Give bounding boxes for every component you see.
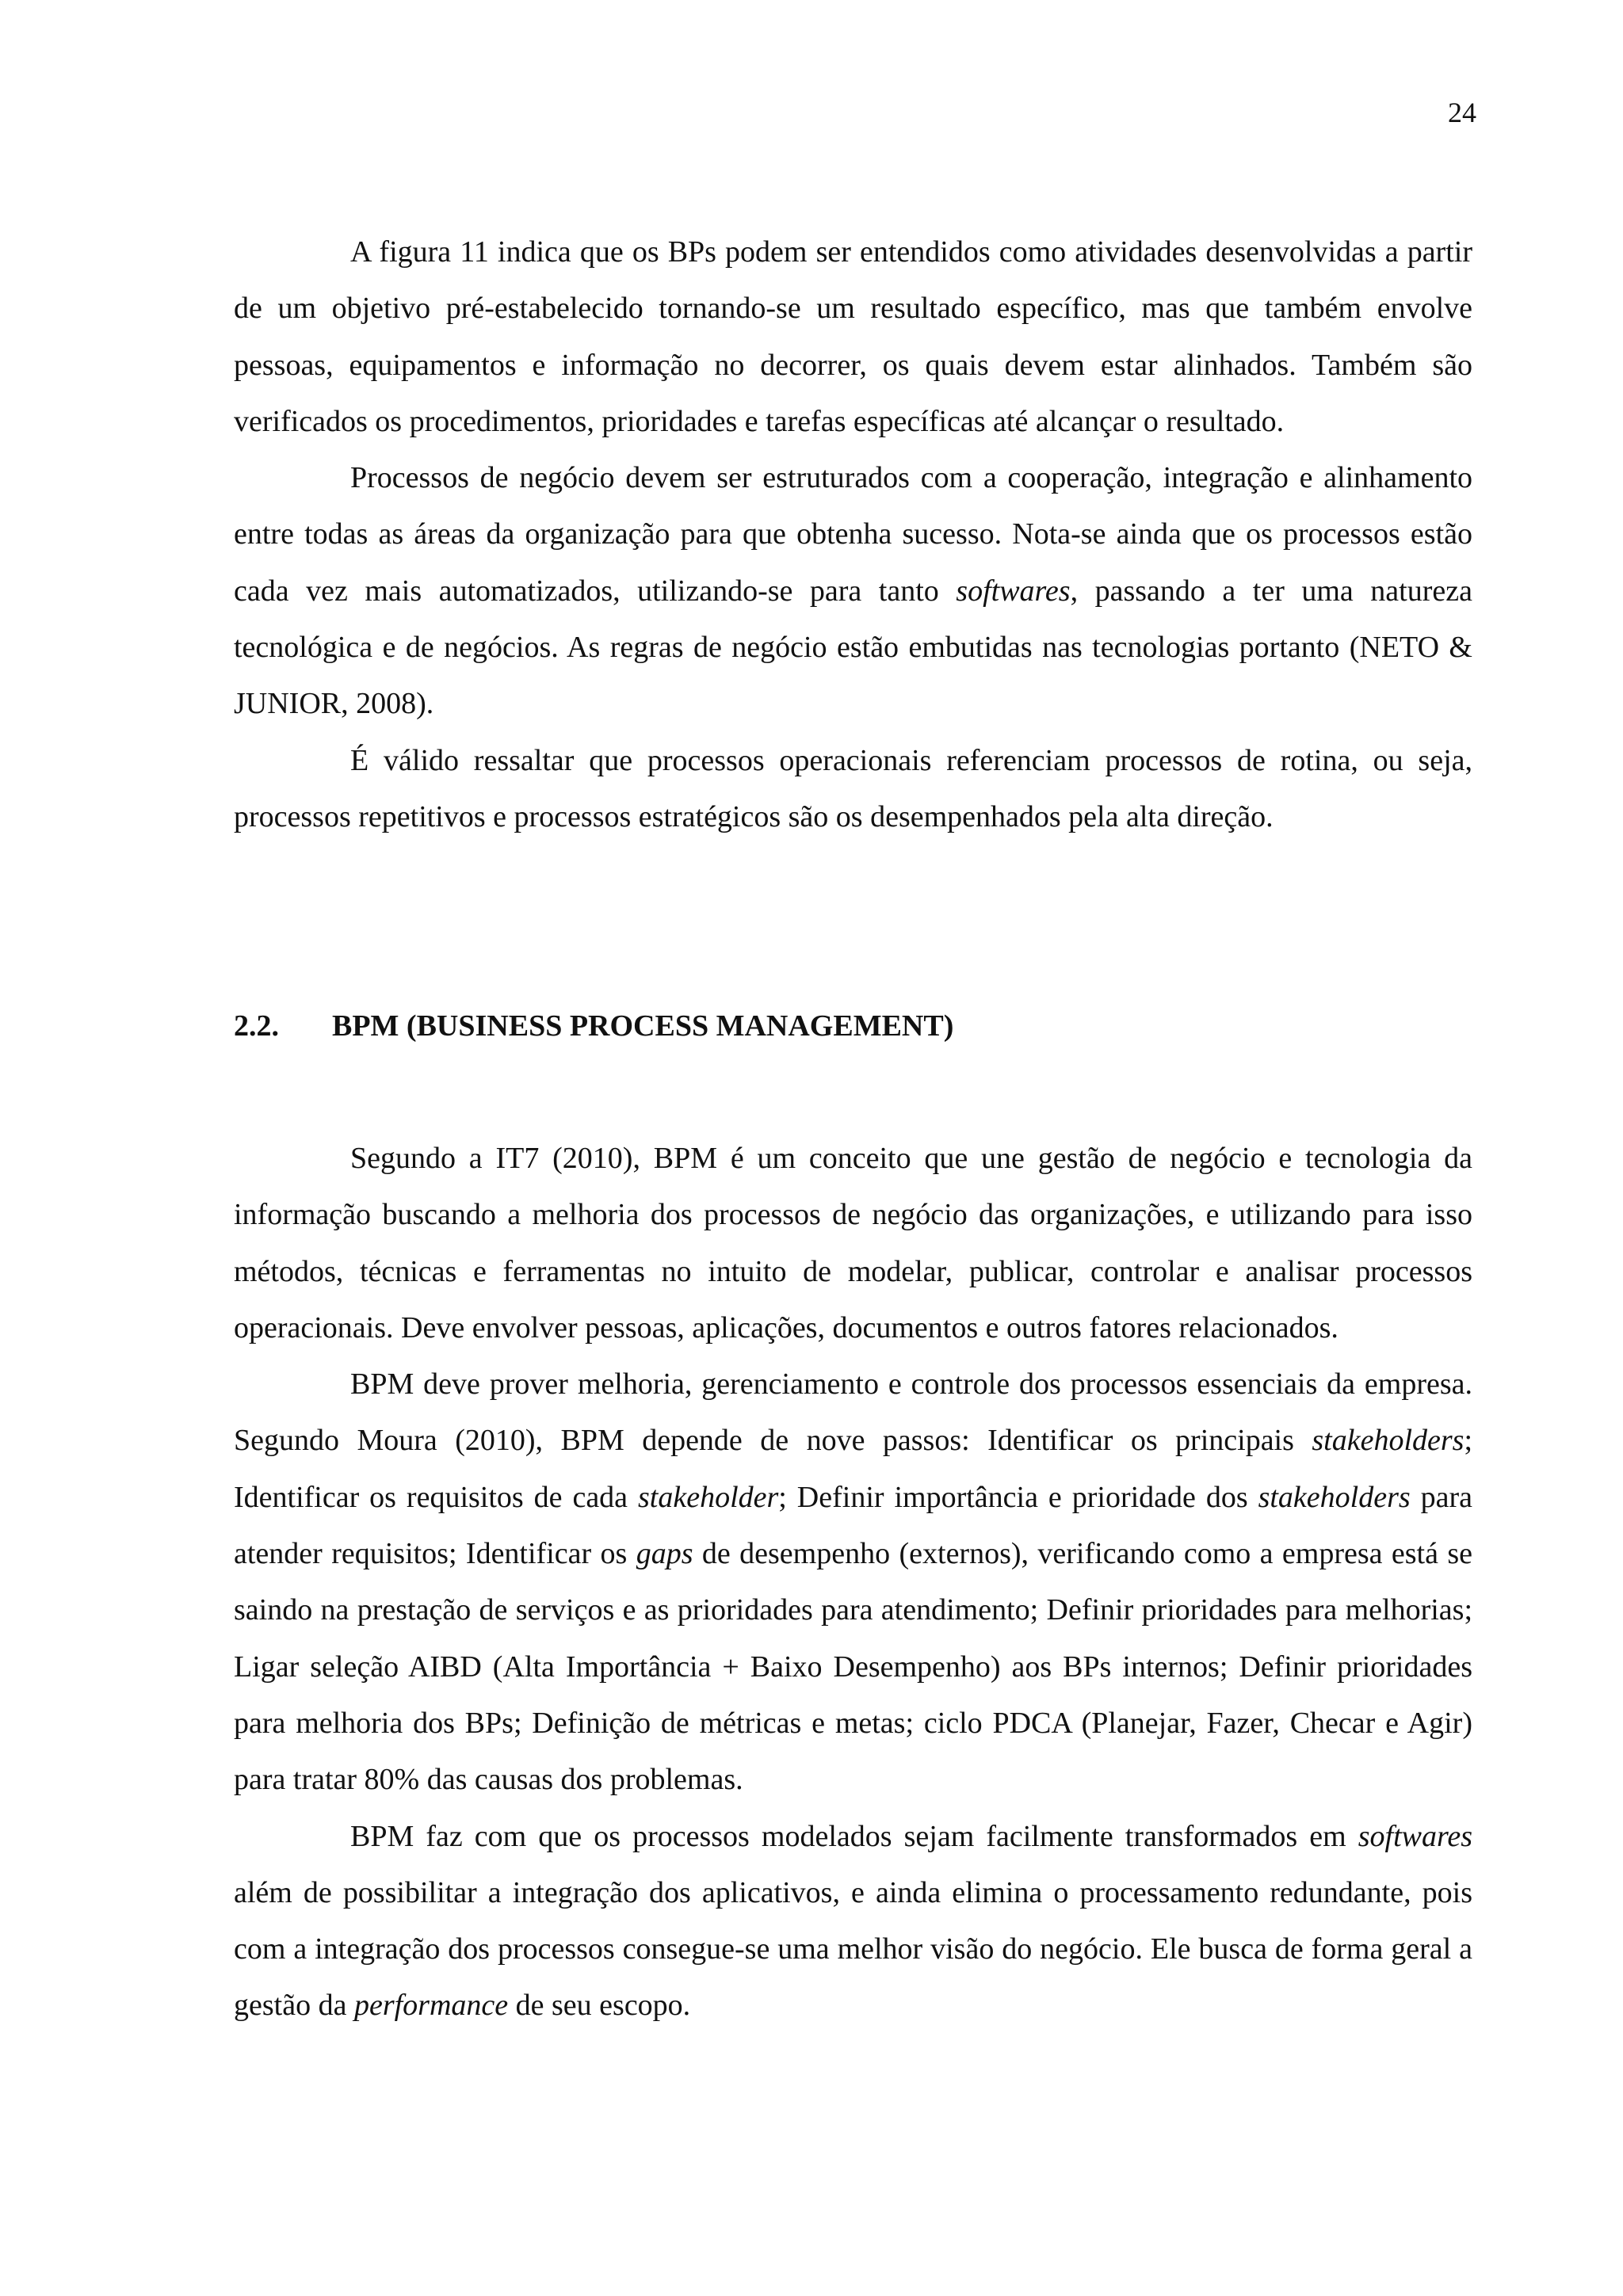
text-run: para atender requisitos; Identificar os	[234, 1480, 1472, 1571]
text-run: Segundo a IT7 (2010), BPM é um conceito que une gestão de negócio e tecnologia da informação buscando a melhoria dos processos de negócio das organizações, e utilizando para isso métodos, técnicas e ferramentas no intuito de modelar, publicar, controlar e analisar processos operacionais. Deve envolver pessoas, aplicações, documentos e outros fatores relacionados.	[234, 1142, 1472, 1344]
text-run: Processos de negócio devem ser estruturados com a cooperação, integração e alinhamento entre todas as áreas da organização para que obtenha sucesso. Nota-se ainda que os processos estão cada vez mais automatizados, utilizando-se para tanto	[234, 461, 1472, 608]
section-title: BPM (BUSINESS PROCESS MANAGEMENT)	[332, 1009, 954, 1043]
italic-term: softwares	[956, 574, 1071, 608]
paragraph	[234, 1356, 1472, 1808]
paragraph	[234, 224, 1472, 450]
italic-term: stakeholder	[638, 1480, 779, 1514]
paragraph	[234, 1809, 1472, 2035]
text-run: , passando a ter uma natureza tecnológica e de negócios. As regras de negócio estão embutidas nas tecnologias portanto (NETO & JUNIOR, 2008).	[234, 574, 1472, 721]
paragraph	[234, 450, 1472, 732]
text-run: É válido ressaltar que processos operacionais referenciam processos de rotina, ou seja, processos repetitivos e processos estratégicos são os desempenhados pela alta direção.	[234, 743, 1472, 833]
body-text-after-section	[234, 1131, 1472, 2035]
body-text-before-section	[234, 224, 1472, 845]
italic-term: performance	[353, 1989, 509, 2023]
text-run: BPM deve prover melhoria, gerenciamento e controle dos processos essenciais da empresa. Segundo Moura (2010), BPM depende de nove passos: Identificar os principais	[234, 1367, 1472, 1458]
text-run: ; Identificar os requisitos de cada	[234, 1424, 1472, 1514]
page-number: 24	[1448, 97, 1476, 128]
section-heading	[234, 1002, 1472, 1050]
text-run: além de possibilitar a integração dos aplicativos, e ainda elimina o processamento redundante, pois com a integração dos processos consegue-se uma melhor visão do negócio. Ele busca de forma geral a gestão da	[234, 1875, 1472, 2023]
paragraph	[234, 1131, 1472, 1356]
italic-term: softwares	[1358, 1819, 1472, 1853]
text-run: de desempenho (externos), verificando como a empresa está se saindo na prestação de serviços e as prioridades para atendimento; Definir prioridades para melhorias; Ligar seleção AIBD (Alta Importância + Baixo Desempenho) aos BPs internos; Definir prioridades para melhoria dos BPs; Definição de métricas e metas; ciclo PDCA (Planejar, Fazer, Checar e Agir) para tratar 80% das causas dos problemas.	[234, 1537, 1472, 1797]
italic-term: gaps	[636, 1537, 693, 1571]
text-run: de seu escopo.	[508, 1989, 691, 2023]
text-run: A figura 11 indica que os BPs podem ser entendidos como atividades desenvolvidas a partir de um objetivo pré-estabelecido tornando-se um resultado específico, mas que também envolve pessoas, equipamentos e informação no decorrer, os quais devem estar alinhados. Também são verificados os procedimentos, prioridades e tarefas específicas até alcançar o resultado.	[234, 235, 1472, 438]
italic-term: stakeholders	[1312, 1424, 1465, 1458]
text-run: ; Definir importância e prioridade dos	[778, 1480, 1258, 1514]
text-run: BPM faz com que os processos modelados sejam facilmente transformados em	[350, 1819, 1358, 1853]
section-number: 2.2.	[234, 1009, 279, 1043]
paragraph	[234, 733, 1472, 846]
italic-term: stakeholders	[1258, 1480, 1411, 1514]
